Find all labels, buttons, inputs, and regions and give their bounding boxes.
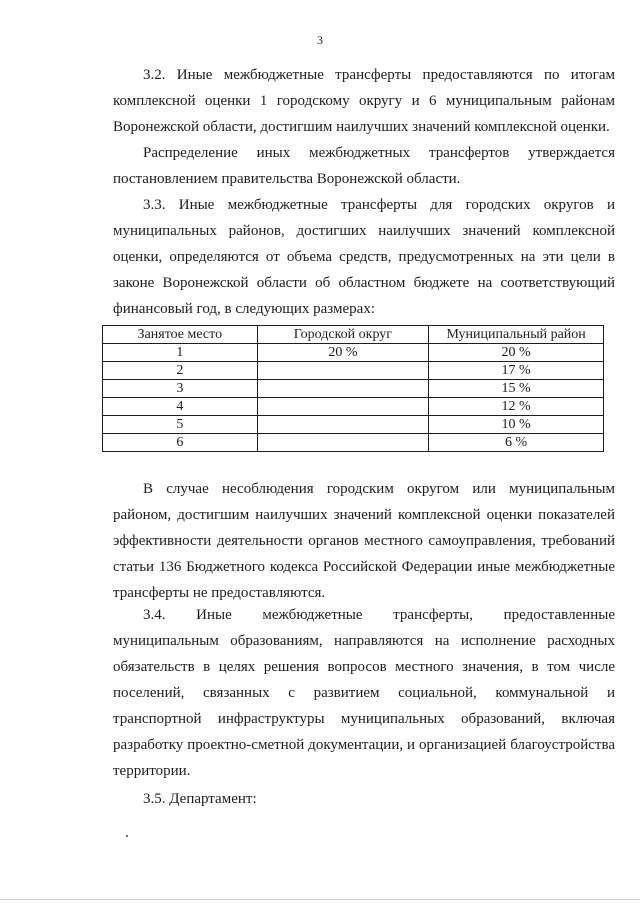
table-row [103, 398, 604, 416]
paragraph-distribution: Распределение иных межбюджетных трансфертов утверждается постановлением правительства Воронежской области. [113, 145, 615, 187]
cell-city-district [257, 380, 429, 398]
cell-municipal-district: 10 % [429, 416, 604, 434]
transfer-size-table [102, 325, 604, 452]
header-city-district: Городской округ [257, 326, 429, 344]
cell-city-district [257, 434, 429, 452]
header-municipal-district: Муниципальный район [429, 326, 604, 344]
cell-place: 4 [103, 398, 258, 416]
paragraph-non-compliance: В случае несоблюдения городским округом или муниципальным районом, достигшим наилучших значений комплексной оценки показателей эффективности деятельности органов местного самоуправления, требований статьи 136 Бюджетного кодекса Российской Федерации иные межбюджетные трансферты не предоставляются. [113, 481, 615, 601]
table-row [103, 416, 604, 434]
cell-city-district [257, 362, 429, 380]
cell-place: 5 [103, 416, 258, 434]
cell-place: 2 [103, 362, 258, 380]
paragraph-3-2: 3.2. Иные межбюджетные трансферты предоставляются по итогам комплексной оценки 1 городскому округу и 6 муниципальным районам Воронежской области, достигшим наилучших значений комплексной оценки. [113, 67, 615, 135]
scan-speck [126, 835, 128, 837]
cell-city-district [257, 416, 429, 434]
table-row [103, 344, 604, 362]
cell-city-district [257, 398, 429, 416]
page-bottom-edge [0, 899, 640, 900]
cell-municipal-district: 20 % [429, 344, 604, 362]
cell-place: 1 [103, 344, 258, 362]
table-row [103, 362, 604, 380]
cell-municipal-district: 17 % [429, 362, 604, 380]
table-header-row [103, 326, 604, 344]
cell-municipal-district: 15 % [429, 380, 604, 398]
paragraph-3-5: 3.5. Департамент: [143, 791, 257, 807]
cell-city-district: 20 % [257, 344, 429, 362]
header-place: Занятое место [103, 326, 258, 344]
table-row [103, 380, 604, 398]
paragraph-3-4: 3.4. Иные межбюджетные трансферты, предоставленные муниципальным образованиям, направляются на исполнение расходных обязательств в целях решения вопросов местного значения, в том числе поселений, связанных с развитием социальной, коммунальной и транспортной инфраструктуры муниципальных образований, включая разработку проектно-сметной документации, и организацией благоустройства территории. [113, 607, 615, 779]
page-number: 3 [317, 33, 323, 47]
table-row [103, 434, 604, 452]
cell-place: 6 [103, 434, 258, 452]
cell-municipal-district: 12 % [429, 398, 604, 416]
paragraph-3-3: 3.3. Иные межбюджетные трансферты для городских округов и муниципальных районов, достигших наилучших значений комплексной оценки, определяются от объема средств, предусмотренных на эти цели в законе Воронежской области об областном бюджете на соответствующий финансовый год, в следующих размерах: [113, 197, 615, 317]
cell-place: 3 [103, 380, 258, 398]
cell-municipal-district: 6 % [429, 434, 604, 452]
